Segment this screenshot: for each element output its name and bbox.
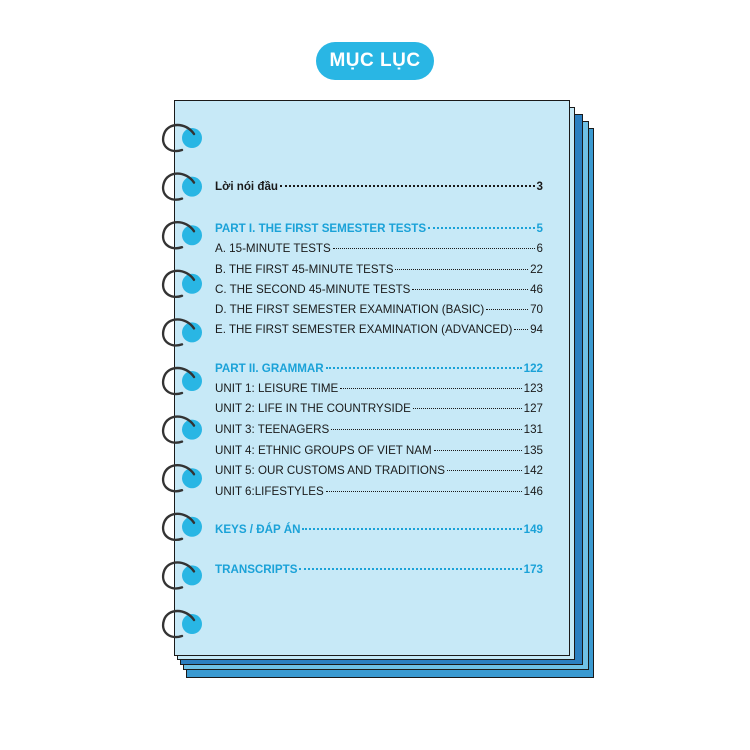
toc-entry-page: 22: [530, 263, 543, 276]
page-title: MỤC LỤC: [316, 42, 434, 80]
toc-entry-label: UNIT 5: OUR CUSTOMS AND TRADITIONS: [215, 464, 445, 477]
toc-entry-page: 142: [523, 464, 543, 477]
toc-heading-part1[interactable]: [215, 222, 543, 235]
toc-entry[interactable]: [215, 402, 543, 415]
toc-entry-intro[interactable]: [215, 180, 543, 193]
toc-heading-label: KEYS / ĐÁP ÁN: [215, 523, 301, 536]
toc-entry-label: D. THE FIRST SEMESTER EXAMINATION (BASIC): [215, 303, 485, 316]
toc-entry-page: 3: [536, 180, 543, 193]
dot-leader: [412, 289, 528, 290]
toc-entry[interactable]: [215, 423, 543, 436]
dot-leader: [299, 568, 521, 570]
toc-entry[interactable]: [215, 242, 543, 255]
toc-entry-label: C. THE SECOND 45-MINUTE TESTS: [215, 283, 411, 296]
toc-entry-label: UNIT 2: LIFE IN THE COUNTRYSIDE: [215, 402, 411, 415]
dot-leader: [447, 470, 522, 471]
dot-leader: [514, 329, 528, 330]
toc-entry[interactable]: [215, 464, 543, 477]
toc-heading-label: PART II. GRAMMAR: [215, 362, 324, 375]
toc-entry[interactable]: [215, 263, 543, 276]
toc-entry-page: 135: [523, 444, 543, 457]
dot-leader: [331, 429, 521, 430]
dot-leader: [434, 450, 522, 451]
toc-entry-page: 70: [530, 303, 543, 316]
toc-entry[interactable]: [215, 485, 543, 498]
dot-leader: [302, 528, 521, 530]
dot-leader: [428, 227, 534, 229]
toc-heading-page: 5: [536, 222, 543, 235]
toc-entry[interactable]: [215, 382, 543, 395]
dot-leader: [326, 491, 522, 492]
toc-entry-label: UNIT 3: TEENAGERS: [215, 423, 330, 436]
toc-heading-label: TRANSCRIPTS: [215, 563, 298, 576]
dot-leader: [340, 388, 521, 389]
toc-entry-label: E. THE FIRST SEMESTER EXAMINATION (ADVANCED): [215, 323, 513, 336]
toc-entry-label: UNIT 6:LIFESTYLES: [215, 485, 324, 498]
toc-entry[interactable]: [215, 303, 543, 316]
toc-heading-label: PART I. THE FIRST SEMESTER TESTS: [215, 222, 427, 235]
toc-heading-page: 149: [523, 523, 543, 536]
spiral-binding-icon: [146, 118, 216, 648]
toc-entry-label: UNIT 1: LEISURE TIME: [215, 382, 339, 395]
toc-entry-page: 46: [530, 283, 543, 296]
dot-leader: [413, 408, 522, 409]
dot-leader: [326, 367, 522, 369]
toc-entry-label: UNIT 4: ETHNIC GROUPS OF VIET NAM: [215, 444, 432, 457]
toc-heading-page: 122: [523, 362, 543, 375]
toc-entry-label: Lời nói đầu: [215, 180, 278, 193]
dot-leader: [333, 248, 535, 249]
toc-entry-page: 94: [530, 323, 543, 336]
toc-entry-page: 6: [536, 242, 543, 255]
toc-entry-page: 131: [523, 423, 543, 436]
toc-entry[interactable]: [215, 323, 543, 336]
toc-entry[interactable]: [215, 283, 543, 296]
toc-entry-page: 123: [523, 382, 543, 395]
toc-heading-transcripts[interactable]: [215, 563, 543, 576]
dot-leader: [486, 309, 528, 310]
dot-leader: [395, 269, 528, 270]
toc-heading-keys[interactable]: [215, 523, 543, 536]
toc-entry-page: 127: [523, 402, 543, 415]
toc-heading-part2[interactable]: [215, 362, 543, 375]
toc-entry-page: 146: [523, 485, 543, 498]
toc-entry-label: B. THE FIRST 45-MINUTE TESTS: [215, 263, 394, 276]
toc-entry[interactable]: [215, 444, 543, 457]
dot-leader: [280, 185, 535, 187]
toc-heading-page: 173: [523, 563, 543, 576]
toc-entry-label: A. 15-MINUTE TESTS: [215, 242, 331, 255]
